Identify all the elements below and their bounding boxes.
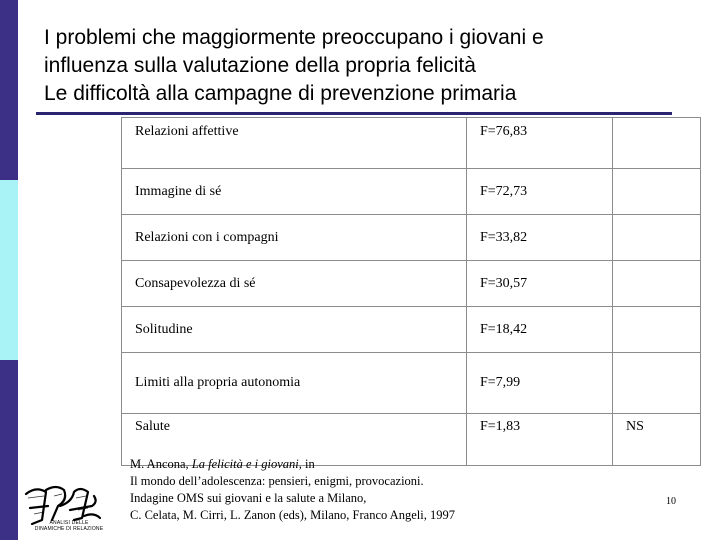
citation-line-1 bbox=[130, 456, 560, 473]
row-f-value: F=72,73 bbox=[467, 169, 613, 215]
row-significance: NS bbox=[613, 414, 701, 466]
row-significance bbox=[613, 307, 701, 353]
title-line-1: I problemi che maggiormente preoccupano i giovani e bbox=[44, 26, 544, 49]
row-significance bbox=[613, 169, 701, 215]
table-row bbox=[122, 307, 701, 353]
row-f-value: F=7,99 bbox=[467, 353, 613, 414]
logo-caption bbox=[34, 520, 104, 532]
citation-line-2: Il mondo dell’adolescenza: pensieri, enigmi, provocazioni. bbox=[130, 474, 424, 488]
row-label: Relazioni affettive bbox=[122, 118, 467, 169]
page-number: 10 bbox=[666, 496, 676, 507]
citation bbox=[130, 456, 560, 524]
logo-caption-line-1: ANALISI DELLE bbox=[49, 520, 89, 526]
table-row bbox=[122, 118, 701, 169]
citation-author: M. Ancona, bbox=[130, 457, 192, 471]
row-f-value: F=1,83 bbox=[467, 414, 613, 466]
row-label: Consapevolezza di sé bbox=[122, 261, 467, 307]
title-line-3: Le difficoltà alla campagne di prevenzione primaria bbox=[44, 82, 517, 105]
results-table bbox=[121, 117, 701, 466]
table-row bbox=[122, 169, 701, 215]
side-band-bottom bbox=[0, 360, 18, 540]
table-row bbox=[122, 261, 701, 307]
citation-in: , in bbox=[298, 457, 315, 471]
row-significance bbox=[613, 261, 701, 307]
title-line-2: influenza sulla valutazione della propria felicità bbox=[44, 54, 476, 77]
table-row bbox=[122, 215, 701, 261]
row-label: Limiti alla propria autonomia bbox=[122, 353, 467, 414]
row-label: Solitudine bbox=[122, 307, 467, 353]
row-label: Relazioni con i compagni bbox=[122, 215, 467, 261]
row-label: Immagine di sé bbox=[122, 169, 467, 215]
row-f-value: F=33,82 bbox=[467, 215, 613, 261]
slide-title bbox=[44, 24, 704, 108]
row-significance bbox=[613, 118, 701, 169]
citation-title: La felicità e i giovani bbox=[191, 457, 299, 471]
row-f-value: F=18,42 bbox=[467, 307, 613, 353]
row-significance bbox=[613, 215, 701, 261]
row-significance bbox=[613, 353, 701, 414]
row-f-value: F=76,83 bbox=[467, 118, 613, 169]
citation-line-4: C. Celata, M. Cirri, L. Zanon (eds), Milano, Franco Angeli, 1997 bbox=[130, 508, 455, 522]
side-band-middle bbox=[0, 180, 18, 360]
logo-caption-line-2: DINAMICHE DI RELAZIONE bbox=[34, 526, 104, 532]
side-band-top bbox=[0, 0, 18, 180]
row-label: Salute bbox=[122, 414, 467, 466]
title-underline bbox=[36, 112, 672, 115]
row-f-value: F=30,57 bbox=[467, 261, 613, 307]
table-row bbox=[122, 353, 701, 414]
citation-line-3: Indagine OMS sui giovani e la salute a Milano, bbox=[130, 491, 367, 505]
